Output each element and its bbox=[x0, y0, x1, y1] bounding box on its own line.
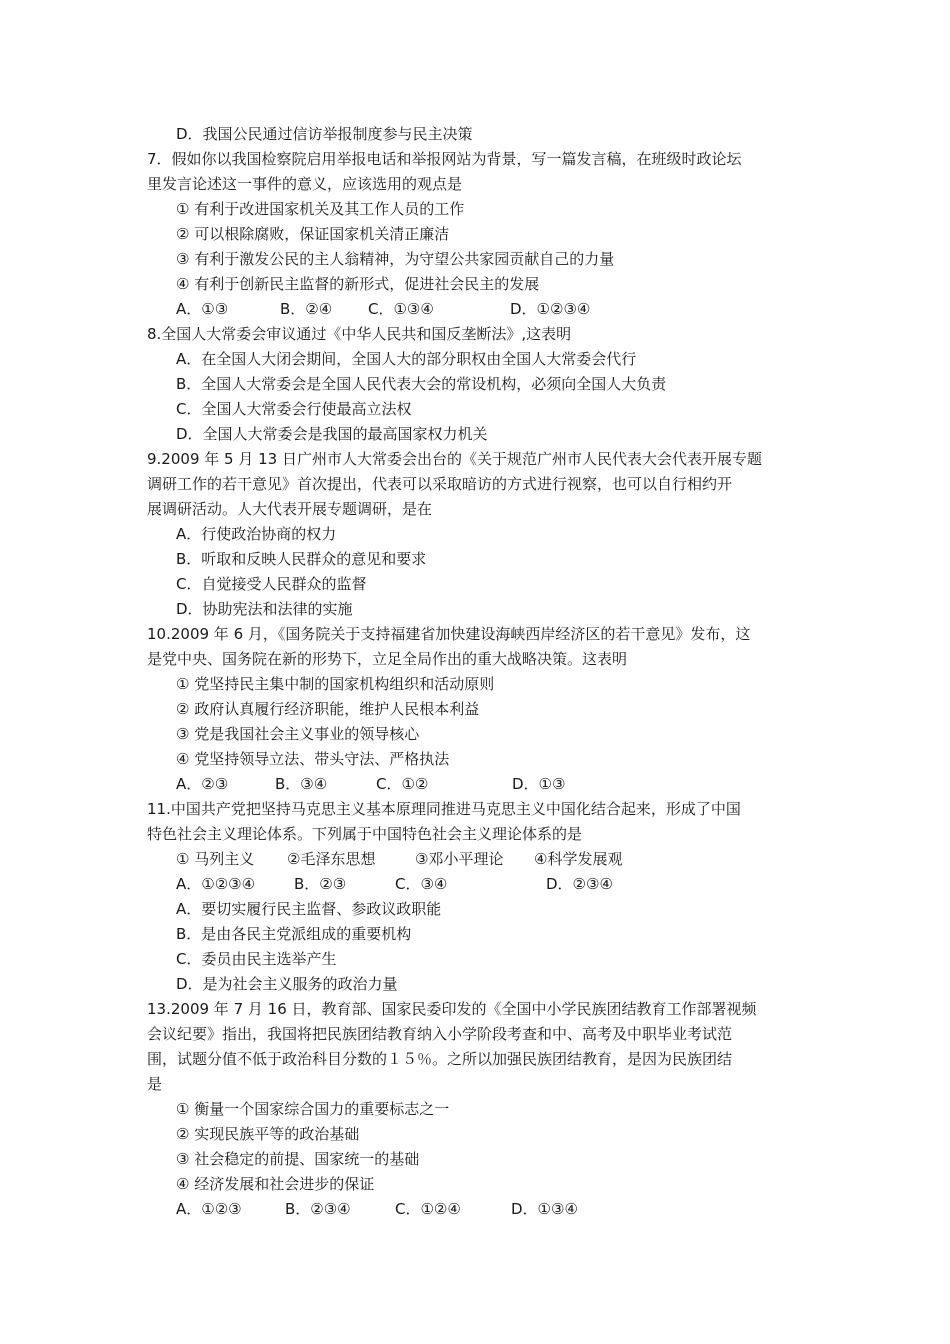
q9-option-a: A．行使政治协商的权力 bbox=[176, 525, 337, 543]
q13-item-4: ④ 经济发展和社会进步的保证 bbox=[176, 1175, 375, 1193]
q7-stem-line-2: 里发言论述这一事件的意义，应该选用的观点是 bbox=[147, 175, 463, 193]
q7-item-1: ① 有利于改进国家机关及其工作人员的工作 bbox=[176, 200, 465, 218]
q13-option-a: A．①②③ bbox=[176, 1200, 242, 1218]
q10-item-4: ④ 党坚持领导立法、带头守法、严格执法 bbox=[176, 750, 450, 768]
q10-stem-line-1: 10.2009 年 6 月，《国务院关于支持福建省加快建设海峡西岸经济区的若干意见》发布，这 bbox=[147, 625, 751, 643]
q7-item-4: ④ 有利于创新民主监督的新形式，促进社会民主的发展 bbox=[176, 275, 540, 293]
q11-option-a: A．①②③④ bbox=[176, 875, 256, 893]
q10-options bbox=[176, 773, 565, 795]
q13-options bbox=[176, 1198, 578, 1220]
q11-items bbox=[176, 848, 622, 870]
q13-option-c: C．①②④ bbox=[395, 1200, 461, 1218]
q10-item-2: ② 政府认真履行经济职能，维护人民根本利益 bbox=[176, 700, 480, 718]
q13-item-2: ② 实现民族平等的政治基础 bbox=[176, 1125, 360, 1143]
q13-stem-line-4: 是 bbox=[147, 1075, 163, 1093]
q7-item-3: ③ 有利于激发公民的主人翁精神，为守望公共家园贡献自己的力量 bbox=[176, 250, 615, 268]
q11-item-3: ③邓小平理论 bbox=[415, 850, 504, 868]
q13-item-1: ① 衡量一个国家综合国力的重要标志之一 bbox=[176, 1100, 450, 1118]
q9-stem-line-1: 9.2009 年 5 月 13 日广州市人大常委会出台的《关于规范广州市人民代表大会代表开展专题 bbox=[147, 450, 762, 468]
q13-stem-line-2: 会议纪要》指出，我国将把民族团结教育纳入小学阶段考查和中、高考及中职毕业考试范 bbox=[147, 1025, 733, 1043]
q9-stem-line-3: 展调研活动。人大代表开展专题调研，是在 bbox=[147, 500, 433, 518]
q9-option-b: B．听取和反映人民群众的意见和要求 bbox=[176, 550, 427, 568]
q11-item-4: ④科学发展观 bbox=[534, 850, 623, 868]
q8-option-a: A．在全国人大闭会期间，全国人大的部分职权由全国人大常委会代行 bbox=[176, 350, 637, 368]
q12-option-b: B．是由各民主党派组成的重要机构 bbox=[176, 925, 412, 943]
q9-option-d: D．协助宪法和法律的实施 bbox=[176, 600, 353, 618]
q7-option-b: B．②④ bbox=[280, 300, 333, 318]
q11-option-d: D．②③④ bbox=[546, 875, 613, 893]
q10-option-d: D．①③ bbox=[512, 775, 566, 793]
q9-stem-line-2: 调研工作的若干意见》首次提出，代表可以采取暗访的方式进行视察，也可以自行相约开 bbox=[147, 475, 733, 493]
q8-stem: 8.全国人大常委会审议通过《中华人民共和国反垄断法》,这表明 bbox=[147, 325, 572, 343]
q6-option-d: D．我国公民通过信访举报制度参与民主决策 bbox=[176, 125, 473, 143]
q11-item-1: ① 马列主义 bbox=[176, 850, 255, 868]
q8-option-b: B．全国人大常委会是全国人民代表大会的常设机构，必须向全国人大负责 bbox=[176, 375, 667, 393]
q13-item-3: ③ 社会稳定的前提、国家统一的基础 bbox=[176, 1150, 420, 1168]
q7-option-a: A．①③ bbox=[176, 300, 229, 318]
q10-item-3: ③ 党是我国社会主义事业的领导核心 bbox=[176, 725, 420, 743]
q7-stem-line-1: 7．假如你以我国检察院启用举报电话和举报网站为背景，写一篇发言稿，在班级时政论坛 bbox=[147, 150, 742, 168]
q7-options bbox=[176, 298, 590, 320]
q10-option-b: B．③④ bbox=[275, 775, 328, 793]
q8-option-c: C．全国人大常委会行使最高立法权 bbox=[176, 400, 412, 418]
q7-item-2: ② 可以根除腐败，保证国家机关清正廉洁 bbox=[176, 225, 450, 243]
q7-option-c: C．①③④ bbox=[368, 300, 434, 318]
q8-option-d: D．全国人大常委会是我国的最高国家权力机关 bbox=[176, 425, 488, 443]
q7-option-d: D．①②③④ bbox=[510, 300, 591, 318]
q10-stem-line-2: 是党中央、国务院在新的形势下，立足全局作出的重大战略决策。这表明 bbox=[147, 650, 628, 668]
q12-option-a: A．要切实履行民主监督、参政议政职能 bbox=[176, 900, 442, 918]
q12-option-d: D．是为社会主义服务的政治力量 bbox=[176, 975, 398, 993]
q13-option-b: B．②③④ bbox=[285, 1200, 351, 1218]
q13-stem-line-1: 13.2009 年 7 月 16 日，教育部、国家民委印发的《全国中小学民族团结教育工作部署视频 bbox=[147, 1000, 757, 1018]
q9-option-c: C．自觉接受人民群众的监督 bbox=[176, 575, 367, 593]
q11-option-b: B．②③ bbox=[294, 875, 347, 893]
q10-item-1: ① 党坚持民主集中制的国家机构组织和活动原则 bbox=[176, 675, 495, 693]
q11-stem-line-1: 11.中国共产党把坚持马克思主义基本原理同推进马克思主义中国化结合起来，形成了中国 bbox=[147, 800, 741, 818]
q10-option-a: A．②③ bbox=[176, 775, 229, 793]
q10-option-c: C．①② bbox=[376, 775, 429, 793]
q11-item-2: ②毛泽东思想 bbox=[287, 850, 376, 868]
q13-option-d: D．①③④ bbox=[511, 1200, 578, 1218]
q11-options bbox=[176, 873, 613, 895]
q12-option-c: C．委员由民主选举产生 bbox=[176, 950, 337, 968]
q11-option-c: C．③④ bbox=[395, 875, 448, 893]
q13-stem-line-3: 围，试题分值不低于政治科目分数的１５％。之所以加强民族团结教育，是因为民族团结 bbox=[147, 1050, 733, 1068]
q11-stem-line-2: 特色社会主义理论体系。下列属于中国特色社会主义理论体系的是 bbox=[147, 825, 583, 843]
